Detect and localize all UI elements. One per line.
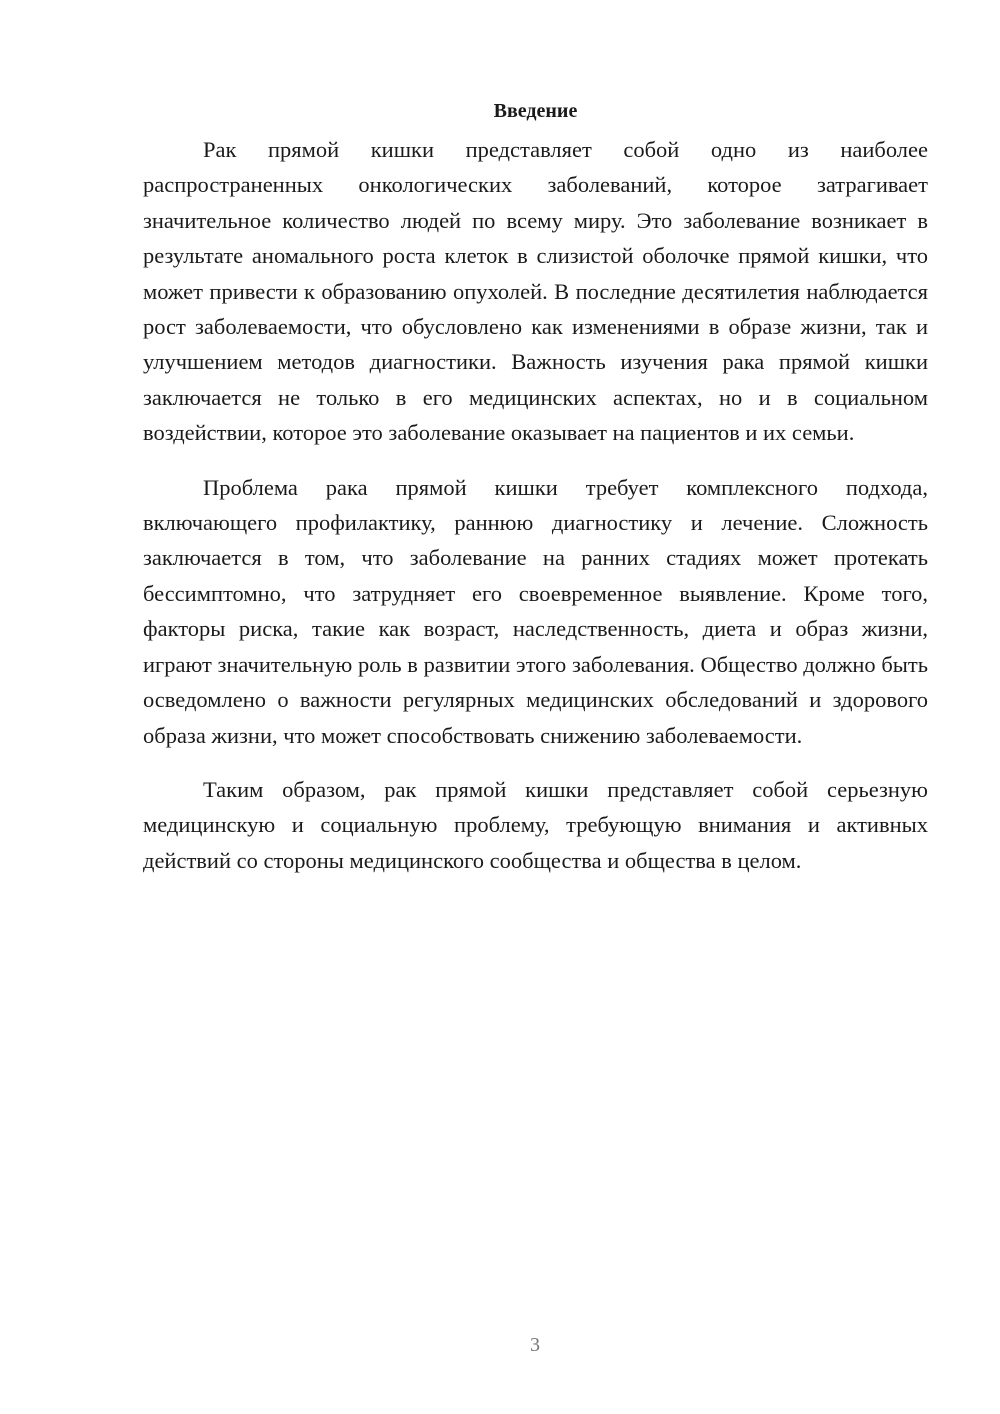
paragraph-2: Проблема рака прямой кишки требует комплексного подхода, включающего профилактику, раннюю диагностику и лечение. Сложность заключается в том, что заболевание на ранних стадиях может протекать бессимптомно, что затрудняет его своевременное выявление. Кроме того, факторы риска, такие как возраст, наследственность, диета и образ жизни, играют значительную роль в развитии этого заболевания. Общество должно быть осведомлено о важности регулярных медицинских обследований и здорового образа жизни, что может способствовать снижению заболеваемости. — [143, 474, 928, 748]
section-heading: Введение — [493, 100, 578, 122]
paragraph-1: Рак прямой кишки представляет собой одно из наиболее распространенных онкологических заболеваний, которое затрагивает значительное количество людей по всему миру. Это заболевание возникает в результате аномального роста клеток в слизистой оболочке прямой кишки, что может привести к образованию опухолей. В последние десятилетия наблюдается рост заболеваемости, что обусловлено как изменениями в образе жизни, так и улучшением методов диагностики. Важность изучения рака прямой кишки заключается не только в его медицинских аспектах, но и в социальном воздействии, которое это заболевание оказывает на пациентов и их семьи. — [143, 137, 928, 446]
page-number: 3 — [530, 1334, 540, 1356]
paragraph-3: Таким образом, рак прямой кишки представляет собой серьезную медицинскую и социальную проблему, требующую внимания и активных действий со стороны медицинского сообщества и общества в целом. — [143, 776, 928, 873]
page-content — [143, 96, 928, 897]
